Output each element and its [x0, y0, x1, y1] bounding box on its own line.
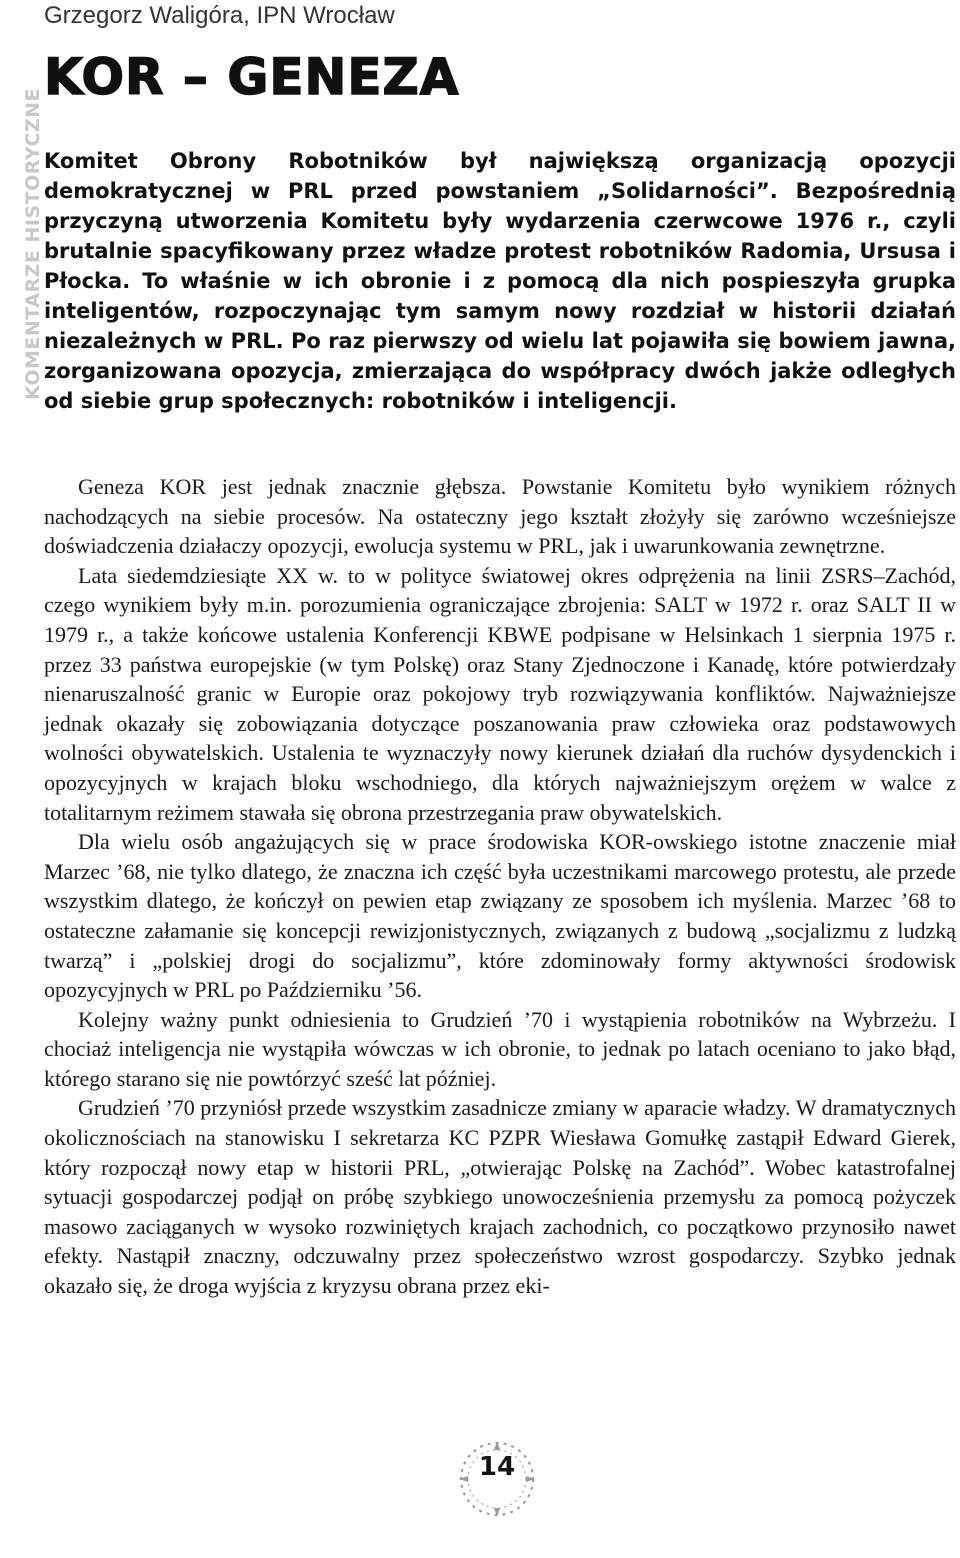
lead-paragraph: Komitet Obrony Robotników był największą organizacją opozycji demokratycznej w PRL przed powstaniem „Solidarności”. Bezpośrednią przyczyną utworzenia Komitetu były wydarzenia czerwcowe 1976 r., czyli brutalnie spacyfikowany przez władze protest robotników Radomia, Ursusa i Płocka. To właśnie w ich obronie i z pomocą dla nich pospieszyła grupka inteligentów, rozpoczynając tym samym nowy rozdział w historii działań niezależnych w PRL. Po raz pierwszy od wielu lat pojawiła się bowiem jawna, zorganizowana opozycja, zmierzająca do współpracy dwóch jakże odległych od siebie grup społecznych: robotników i inteligencji. [44, 149, 956, 413]
body-paragraph: Lata siedemdziesiąte XX w. to w polityce światowej okres odprężenia na linii ZSRS–Zachód, czego wynikiem były m.in. porozumienia ograniczające zbrojenia: SALT w 1972 r. oraz SALT II w 1979 r., a także końcowe ustalenia Konferencji KBWE podpisane w Helsinkach 1 sierpnia 1975 r. przez 33 państwa europejskie (w tym Polskę) oraz Stany Zjednoczone i Kanadę, które potwierdzały nienaruszalność granic w Europie oraz pokojowy tryb rozwiązywania konfliktów. Najważniejsze jednak okazały się zobowiązania dotyczące poszanowania praw człowieka oraz podstawowych wolności obywatelskich. Ustalenia te wyznaczyły nowy kierunek działań dla ruchów dysydenckich i opozycyjnych w krajach bloku wschodniego, dla których najważniejszym orężem w walce z totalitarnym reżimem stawała się obrona przestrzegania praw obywatelskich. [44, 562, 956, 825]
section-label-text: KOMENTARZE HISTORYCZNE [22, 87, 44, 400]
body-paragraph: Geneza KOR jest jednak znacznie głębsza. Powstanie Komitetu było wynikiem różnych nachodzących na siebie procesów. Na ostateczny jego kształt złożyły się zarówno wcześniejsze doświadczenia działaczy opozycji, ewolucja systemu w PRL, jak i uwarunkowania zewnętrzne. [44, 474, 956, 559]
section-label [0, 0, 44, 400]
page-number-text: 14 [478, 1452, 516, 1482]
body-paragraph: Dla wielu osób angażujących się w prace środowiska KOR-owskiego istotne znaczenie miał Marzec ’68, nie tylko dlatego, że znaczna ich część była uczestnikami marcowego protestu, ale przede wszystkim dlatego, że kończył on pewien etap związany ze sposobem ich myślenia. Marzec ’68 to ostateczne załamanie się koncepcji rewizjonistycznych, związanych z budową „socjalizmu z ludzką twarzą” i „polskiej drogi do socjalizmu”, które zdominowały formy aktywności środowisk opozycyjnych w PRL po Październiku ’56. [44, 829, 956, 1003]
author-line: Grzegorz Waligóra, IPN Wrocław [44, 2, 395, 29]
article-body [44, 472, 956, 1301]
page-number [456, 1438, 538, 1520]
article-title: KOR – GENEZA [44, 48, 460, 106]
body-paragraph: Grudzień ’70 przyniósł przede wszystkim zasadnicze zmiany w aparacie władzy. W dramatycznych okolicznościach na stanowisku I sekretarza KC PZPR Wiesława Gomułkę zastąpił Edward Gierek, który rozpoczął nowy etap w historii PRL, „otwierając Polskę na Zachód”. Wobec katastrofalnej sytuacji gospodarczej podjął on próbę szybkiego unowocześnienia przemysłu za pomocą pożyczek masowo zaciąganych w wysoko rozwiniętych krajach zachodnich, co początkowo przynosiło nawet efekty. Nastąpił znaczny, odczuwalny przez społeczeństwo wzrost gospodarczy. Szybko jednak okazało się, że droga wyjścia z kryzysu obrana przez eki- [44, 1095, 956, 1299]
body-paragraph: Kolejny ważny punkt odniesienia to Grudzień ’70 i wystąpienia robotników na Wybrzeżu. I chociaż inteligencja nie wystąpiła wówczas w ich obronie, to jednak po latach oceniano to jako błąd, którego starano się nie powtórzyć sześć lat później. [44, 1006, 956, 1091]
